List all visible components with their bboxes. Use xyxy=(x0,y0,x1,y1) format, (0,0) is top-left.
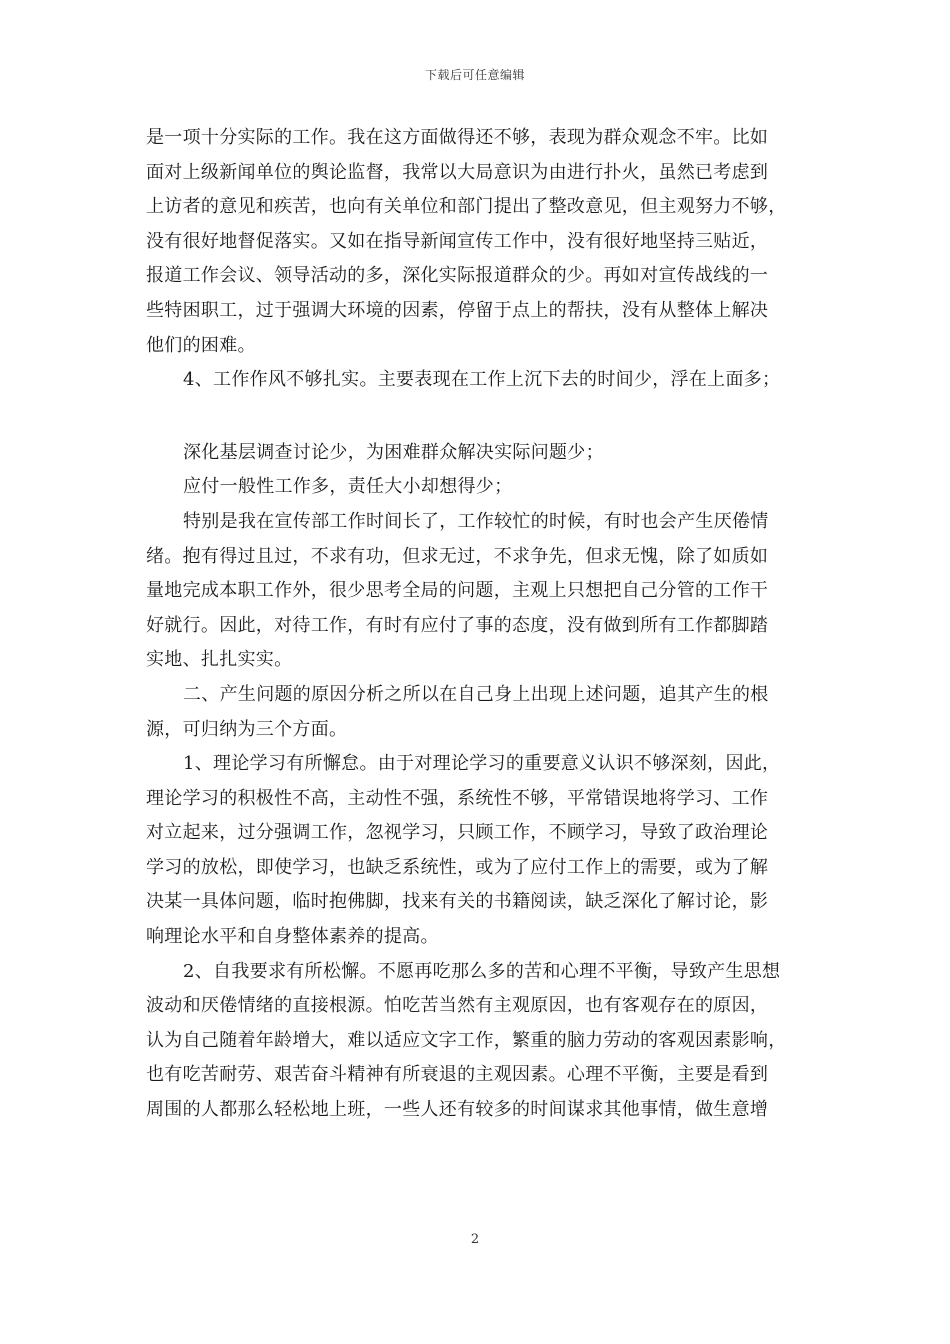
text-line: 理论学习的积极性不高，主动性不强，系统性不够，平常错误地将学习、工作 xyxy=(146,787,769,809)
document-body xyxy=(146,121,810,1128)
paragraph-4 xyxy=(146,470,810,505)
text-line: 二、产生问题的原因分析之所以在自己身上出现上述问题，追其产生的根 xyxy=(183,683,769,705)
text-line: 些特困职工，过于强调大环境的因素，停留于点上的帮扶，没有从整体上解决 xyxy=(146,299,769,321)
text-line: 对立起来，过分强调工作，忽视学习，只顾工作，不顾学习，导致了政治理论 xyxy=(146,822,769,844)
paragraph-6 xyxy=(146,678,810,747)
paragraph-7 xyxy=(146,747,810,955)
page-number: 2 xyxy=(470,1232,480,1247)
text-line: 特别是我在宣传部工作时间长了，工作较忙的时候，有时也会产生厌倦情 xyxy=(183,510,769,532)
paragraph-gap xyxy=(146,398,810,436)
text-line: 响理论水平和自身整体素养的提高。 xyxy=(146,926,439,948)
page-header: 下载后可任意编辑 xyxy=(424,68,525,82)
paragraph-1 xyxy=(146,121,810,363)
text-line: 好就行。因此，对待工作，有时有应付了事的态度，没有做到所有工作都脚踏 xyxy=(146,614,769,636)
paragraph-5 xyxy=(146,505,810,678)
text-line: 深化基层调查讨论少，为困难群众解决实际问题少； xyxy=(183,441,604,463)
text-line: 周围的人都那么轻松地上班，一些人还有较多的时间谋求其他事情，做生意增 xyxy=(146,1099,769,1121)
text-line: 量地完成本职工作外，很少思考全局的问题，主观上只想把自己分管的工作干 xyxy=(146,580,769,602)
paragraph-2 xyxy=(146,363,810,398)
text-line: 决某一具体问题，临时抱佛脚，找来有关的书籍阅读，缺乏深化了解讨论，影 xyxy=(146,891,769,913)
text-line: 4、工作作风不够扎实。主要表现在工作上沉下去的时间少，浮在上面多； xyxy=(183,369,781,391)
text-line: 2、自我要求有所松懈。不愿再吃那么多的苦和心理不平衡，导致产生思想 xyxy=(183,960,781,982)
text-line: 是一项十分实际的工作。我在这方面做得还不够，表现为群众观念不牢。比如 xyxy=(146,127,769,148)
text-line: 波动和厌倦情绪的直接根源。怕吃苦当然有主观原因，也有客观存在的原因， xyxy=(146,995,769,1017)
text-line: 源，可归纳为三个方面。 xyxy=(146,718,348,740)
text-line: 1、理论学习有所懈怠。由于对理论学习的重要意义认识不够深刻，因此， xyxy=(183,753,781,775)
text-line: 也有吃苦耐劳、艰苦奋斗精神有所衰退的主观因素。心理不平衡，主要是看到 xyxy=(146,1064,769,1086)
text-line: 他们的困难。 xyxy=(146,334,256,356)
paragraph-3 xyxy=(146,436,810,471)
text-line: 学习的放松，即使学习，也缺乏系统性，或为了应付工作上的需要，或为了解 xyxy=(146,856,769,878)
text-line: 应付一般性工作多，责任大小却想得少； xyxy=(183,476,513,498)
text-line: 没有很好地督促落实。又如在指导新闻宣传工作中，没有很好地坚持三贴近， xyxy=(146,230,769,252)
text-line: 实地、扎扎实实。 xyxy=(146,649,293,671)
text-line: 报道工作会议、领导活动的多，深化实际报道群众的少。再如对宣传战线的一 xyxy=(146,265,769,287)
text-line: 面对上级新闻单位的舆论监督，我常以大局意识为由进行扑火，虽然已考虑到 xyxy=(146,161,769,183)
text-line: 认为自己随着年龄增大，难以适应文字工作，繁重的脑力劳动的客观因素影响， xyxy=(146,1029,787,1051)
text-line: 绪。抱有得过且过，不求有功，但求无过，不求争先，但求无愧，除了如质如 xyxy=(146,545,769,567)
text-line: 上访者的意见和疾苦，也向有关单位和部门提出了整改意见，但主观努力不够， xyxy=(146,196,787,218)
paragraph-8 xyxy=(146,955,810,1128)
